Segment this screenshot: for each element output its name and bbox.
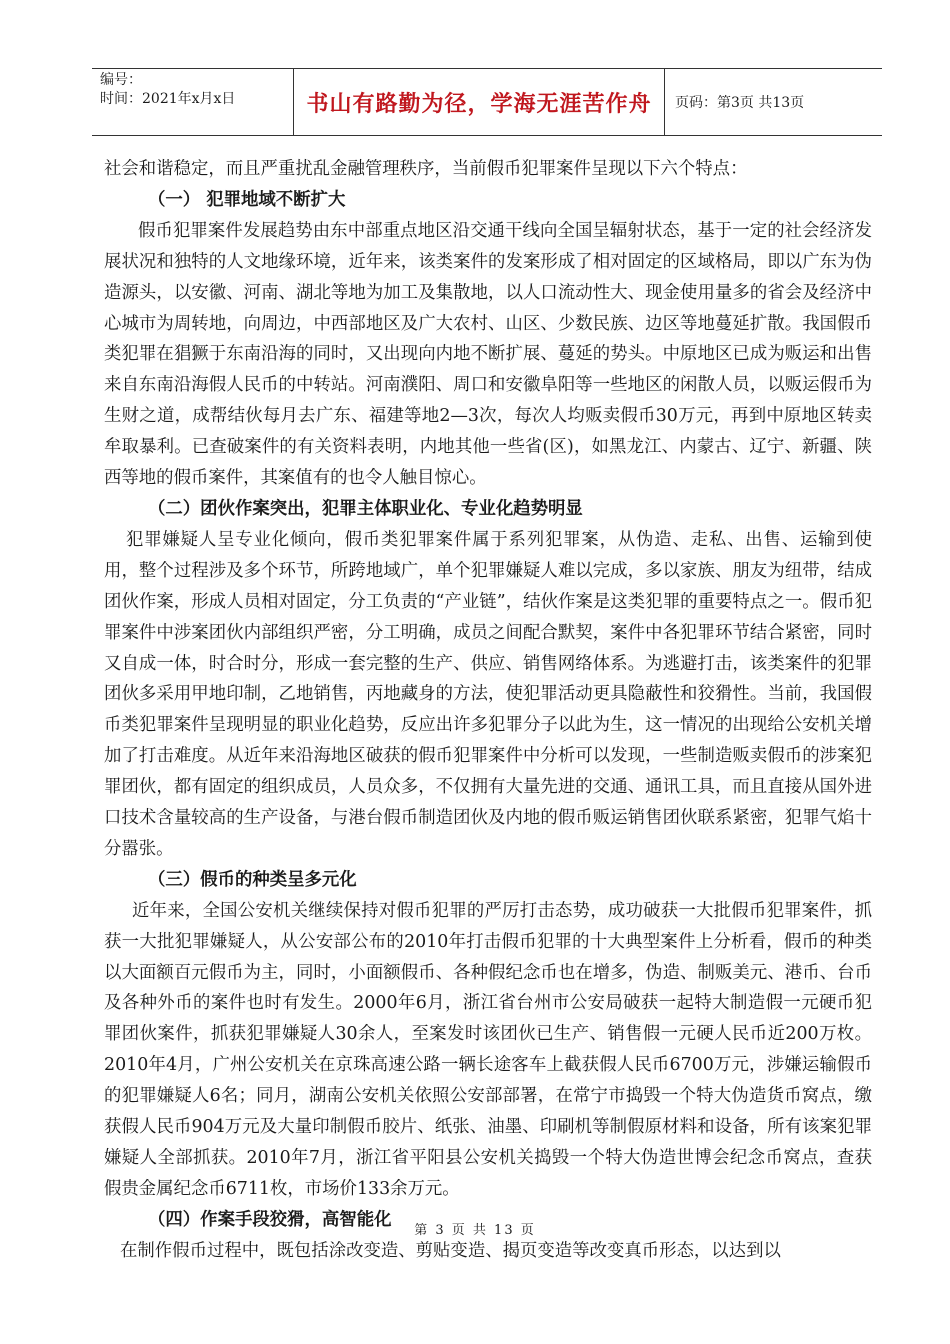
code-label: 编号： (100, 72, 142, 88)
section-4-paragraph: 在制作假币过程中，既包括涂改变造、剪贴变造、揭页变造等改变真币形态，以达到以 (120, 1240, 781, 1261)
date-label: 时间：2021年x月x日 (100, 91, 236, 107)
section-3-title: （三）假币的种类呈多元化 (148, 869, 357, 890)
section-2-title: （二）团伙作案突出，犯罪主体职业化、专业化趋势明显 (148, 498, 583, 519)
section-1-paragraph: 假币犯罪案件发展趋势由东中部重点地区沿交通干线向全国呈辐射状态，基于一定的社会经济发展状况和独特的人文地缘环境，近年来，该类案件的发案形成了相对固定的区域格局，即以广东为伪造源头，以安徽、河南、湖北等地为加工及集散地，以人口流动性大、现金使用量多的省会及经济中心城市为周转地，向周边，中西部地区及广大农村、山区、少数民族、边区等地蔓延扩散。我国假币类犯罪在猖獗于东南沿海的同时，又出现向内地不断扩展、蔓延的势头。中原地区已成为贩运和出售来自东南沿海假人民币的中转站。河南濮阳、周口和安徽阜阳等一些地区的闲散人员，以贩运假币为生财之道，成帮结伙每月去广东、福建等地2—3次，每次人均贩卖假币30万元，再到中原地区转卖牟取暴利。已查破案件的有关资料表明，内地其他一些省(区)，如黑龙江、内蒙古、辽宁、新疆、陕西等地的假币案件，其案值有的也令人触目惊心。 (104, 220, 872, 489)
section-3-paragraph: 近年来，全国公安机关继续保持对假币犯罪的严厉打击态势，成功破获一大批假币犯罪案件，抓获一大批犯罪嫌疑人，从公安部公布的2010年打击假币犯罪的十大典型案件上分析看，假币的种类以大面额百元假币为主，同时，小面额假币、各种假纪念币也在增多，伪造、制贩美元、港币、台币及各种外币的案件也时有发生。2000年6月，浙江省台州市公安局破获一起特大制造假一元硬币犯罪团伙案件，抓获犯罪嫌疑人30余人，至案发时该团伙已生产、销售假一元硬人民币近200万枚。2010年4月，广州公安机关在京珠高速公路一辆长途客车上截获假人民币6700万元，涉嫌运输假币的犯罪嫌疑人6名；同月，湖南公安机关依照公安部部署，在常宁市捣毁一个特大伪造货币窝点，缴获假人民币904万元及大量印制假币胶片、纸张、油墨、印刷机等制假原材料和设备，所有该案犯罪嫌疑人全部抓获。2010年7月，浙江省平阳县公安机关捣毁一个特大伪造世博会纪念币窝点，查获假贵金属纪念币6711枚，市场价133余万元。 (104, 900, 872, 1199)
header-motto: 书山有路勤为径，学海无涯苦作舟 (294, 69, 665, 135)
page-header (92, 68, 882, 136)
section-1-title: （一） 犯罪地域不断扩大 (148, 189, 346, 210)
intro-paragraph: 社会和谐稳定，而且严重扰乱金融管理秩序，当前假币犯罪案件呈现以下六个特点： (104, 159, 748, 179)
document-body (104, 154, 872, 1267)
section-2-paragraph: 犯罪嫌疑人呈专业化倾向，假币类犯罪案件属于系列犯罪案，从伪造、走私、出售、运输到使用，整个过程涉及多个环节，所跨地域广，单个犯罪嫌疑人难以完成，多以家族、朋友为纽带，结成团伙作案，形成人员相对固定，分工负责的“产业链”，结伙作案是这类犯罪的重要特点之一。假币犯罪案件中涉案团伙内部组织严密，分工明确，成员之间配合默契，案件中各犯罪环节结合紧密，同时又自成一体，时合时分，形成一套完整的生产、供应、销售网络体系。为逃避打击，该类案件的犯罪团伙多采用甲地印制，乙地销售，丙地藏身的方法，使犯罪活动更具隐蔽性和狡猾性。当前，我国假币类犯罪案件呈现明显的职业化趋势，反应出许多犯罪分子以此为生，这一情况的出现给公安机关增加了打击难度。从近年来沿海地区破获的假币犯罪案件中分析可以发现，一些制造贩卖假币的涉案犯罪团伙，都有固定的组织成员，人员众多，不仅拥有大量先进的交通、通讯工具，而且直接从国外进口技术含量较高的生产设备，与港台假币制造团伙及内地的假币贩运销售团伙联系紧密，犯罪气焰十分嚣张。 (104, 529, 872, 859)
page-footer: 第 3 页 共 13 页 (414, 1223, 536, 1238)
section-4-title: （四）作案手段狡猾，高智能化 (148, 1209, 392, 1230)
header-meta (92, 69, 294, 135)
header-page-info: 页码：第3页 共13页 (675, 95, 805, 111)
